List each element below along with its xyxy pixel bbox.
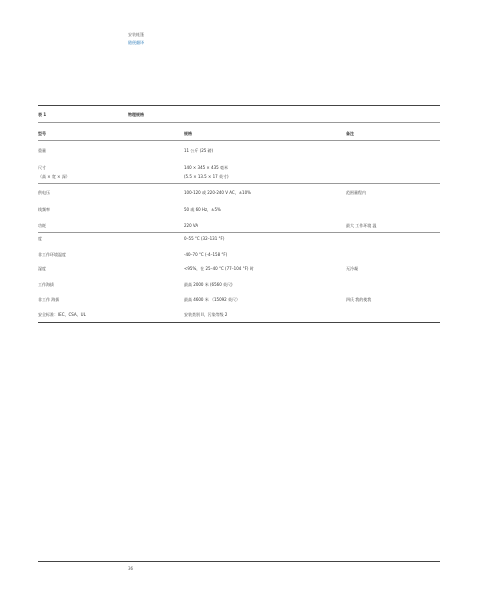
row-note: 四氏 我的使我 (346, 297, 372, 302)
row-spec: 140 × 345 × 435 毫米 (184, 165, 228, 170)
row-spec: 220 VA (184, 223, 199, 228)
row-label: 度 (38, 236, 42, 241)
table-top-rule (38, 105, 440, 106)
row-spec: (5.5 × 13.5 × 17 英寸) (184, 174, 229, 179)
row-note: 最大 工作环境 温 (346, 223, 377, 228)
row-rule (38, 183, 440, 184)
row-spec: -40–70 °C (-4–158 °F) (184, 252, 228, 257)
column-header-notes: 备注 (346, 131, 354, 136)
row-spec: 50 或 60 Hz，±5% (184, 207, 221, 212)
row-label: 尺寸 (38, 165, 46, 170)
page-number: 36 (128, 566, 134, 571)
row-label: 非工作 海拔 (38, 297, 60, 302)
row-note: 范围量程内 (346, 190, 366, 195)
row-label: 供电压 (38, 190, 50, 195)
row-label: 重量 (38, 148, 46, 153)
row-label: （高 × 宽 × 深） (38, 174, 70, 179)
footer-rule (38, 561, 440, 562)
table-bottom-rule (38, 322, 440, 323)
column-header-spec: 规格 (184, 131, 192, 136)
row-spec: 安装类别 II，污染等级 2 (184, 312, 228, 317)
row-label: 工作海拔 (38, 282, 54, 287)
row-label: 非工作环境温度 (38, 252, 66, 257)
table-title: 物理规格 (128, 112, 144, 117)
column-header-rule (38, 140, 440, 141)
header-section: 安装帐篷 (128, 32, 144, 37)
row-label: 功耗 (38, 223, 46, 228)
row-spec: 0–55 °C (32–131 °F) (184, 236, 225, 241)
row-spec: <95%，在 25–40 °C (77–104 °F) 时 (184, 266, 254, 271)
table-title-rule (38, 122, 440, 123)
row-note: 无冷凝 (346, 266, 358, 271)
row-spec: 100-120 或 220-240 V AC，±10% (184, 190, 251, 195)
row-spec: 最高 2000 米 (6560 英尺) (184, 282, 233, 287)
row-rule (38, 232, 440, 233)
row-label: 线频率 (38, 207, 50, 212)
row-spec: 最高 4600 米 （15092 英尺） (184, 297, 240, 302)
column-header-model: 型号 (38, 131, 46, 136)
row-label: 安全标准：IEC、CSA、UL (38, 312, 86, 317)
row-label: 湿度 (38, 266, 46, 271)
row-spec: 11 公斤 (25 磅) (184, 148, 214, 153)
header-link[interactable]: 随便翻译 (128, 40, 144, 45)
table-label: 表 1 (38, 112, 47, 117)
